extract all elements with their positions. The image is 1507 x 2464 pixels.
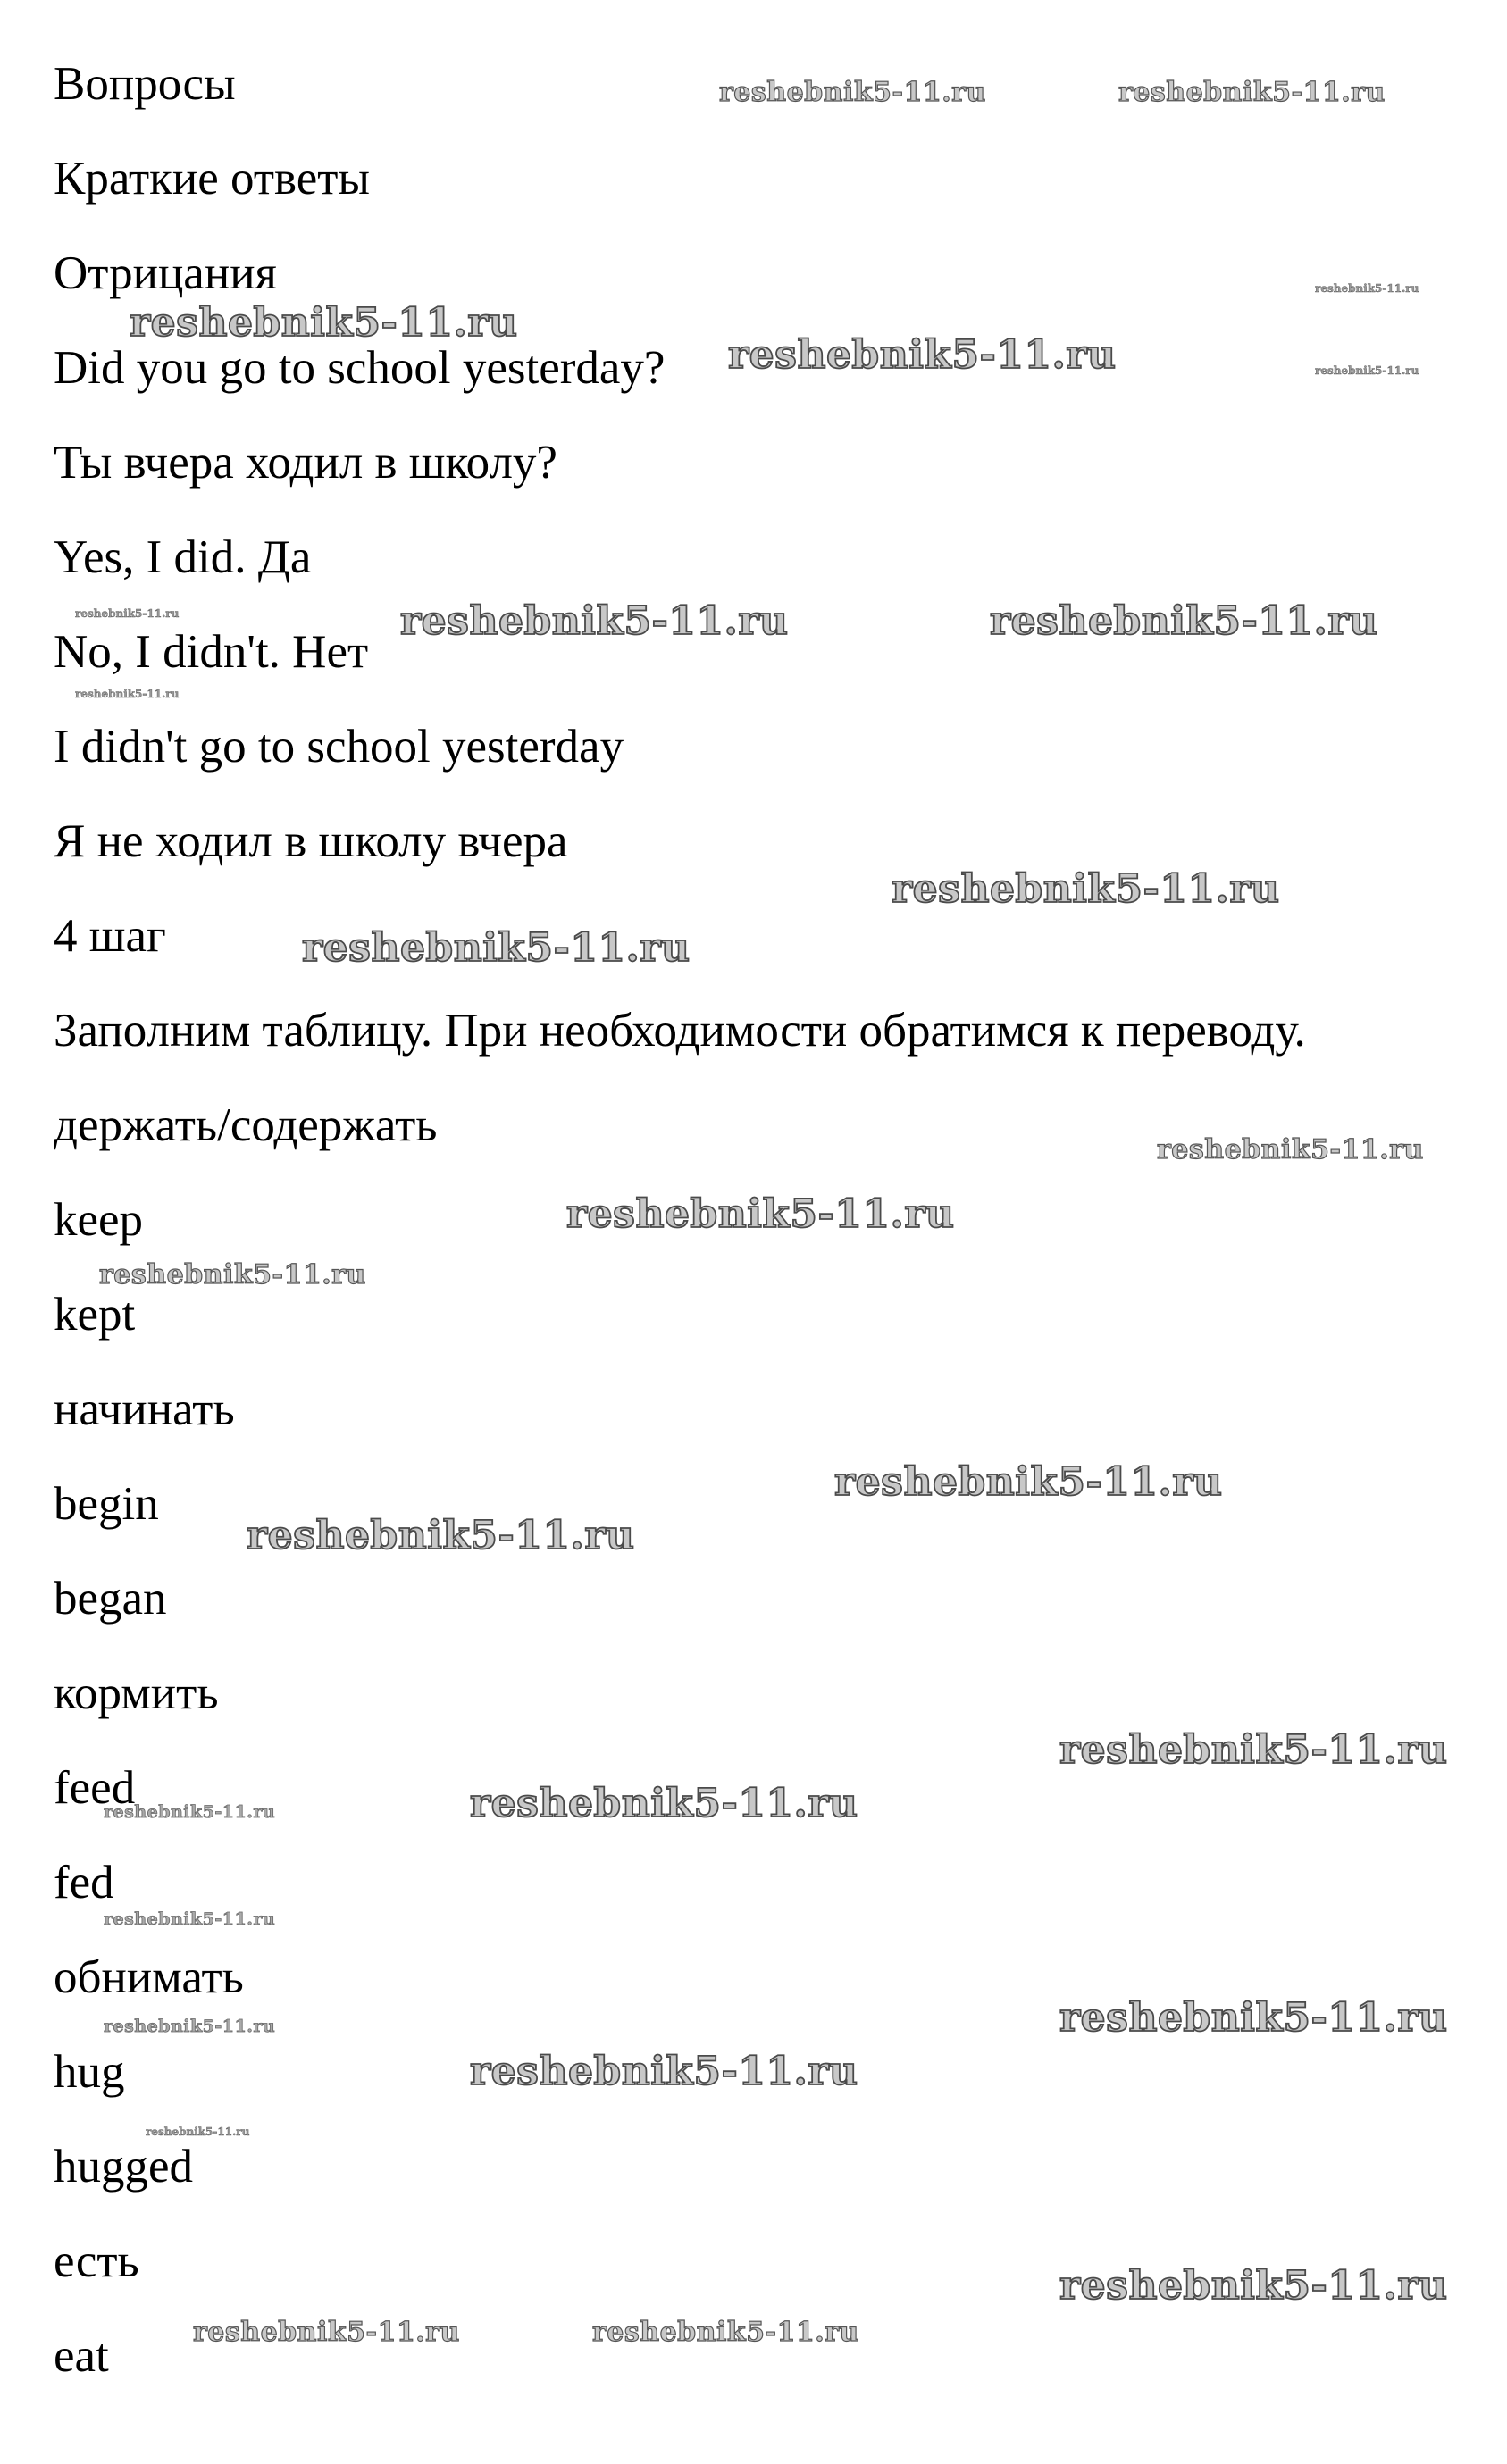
watermark: reshebnik5-11.ru [302,925,691,971]
watermark: reshebnik5-11.ru [104,2017,276,2036]
line-eat-translation: есть [54,2235,139,2287]
line-yes-answer: Yes, I did. Да [54,531,312,583]
line-negation-english: I didn't go to school yesterday [54,721,624,773]
watermark: reshebnik5-11.ru [892,866,1280,912]
line-negation-russian: Я не ходил в школу вчера [54,815,568,867]
watermark: reshebnik5-11.ru [146,2126,250,2138]
line-eat: eat [54,2330,109,2382]
watermark: reshebnik5-11.ru [75,607,180,620]
watermark: reshebnik5-11.ru [1157,1134,1424,1165]
line-feed: feed [54,1762,136,1814]
line-fed: fed [54,1857,114,1909]
watermark: reshebnik5-11.ru [1315,364,1419,377]
line-kept: kept [54,1289,136,1341]
line-hug: hug [54,2046,125,2098]
watermark: reshebnik5-11.ru [1059,1727,1448,1773]
watermark: reshebnik5-11.ru [1315,282,1419,295]
watermark: reshebnik5-11.ru [470,1781,858,1826]
line-short-answers: Краткие ответы [54,153,371,205]
line-begin-translation: начинать [54,1383,235,1435]
line-questions: Вопросы [54,58,236,110]
line-negations: Отрицания [54,247,277,299]
watermark: reshebnik5-11.ru [1059,2263,1448,2309]
watermark: reshebnik5-11.ru [193,2317,460,2348]
watermark: reshebnik5-11.ru [728,332,1117,378]
line-hugged: hugged [54,2141,194,2193]
line-hug-translation: обнимать [54,1951,244,2003]
watermark: reshebnik5-11.ru [104,1909,276,1929]
watermark: reshebnik5-11.ru [130,300,518,346]
watermark: reshebnik5-11.ru [400,598,789,644]
line-keep-translation: держать/содержать [54,1099,438,1151]
watermark: reshebnik5-11.ru [719,77,986,108]
line-began: began [54,1573,167,1625]
line-begin: begin [54,1478,159,1530]
watermark: reshebnik5-11.ru [75,688,180,700]
line-no-answer: No, I didn't. Нет [54,626,369,678]
watermark: reshebnik5-11.ru [566,1191,955,1237]
line-feed-translation: кормить [54,1667,219,1719]
watermark: reshebnik5-11.ru [1059,1995,1448,2041]
watermark: reshebnik5-11.ru [834,1459,1223,1505]
line-question-russian: Ты вчера ходил в школу? [54,437,557,489]
watermark: reshebnik5-11.ru [104,1802,276,1822]
line-step-4: 4 шаг [54,910,166,962]
watermark: reshebnik5-11.ru [990,598,1378,644]
watermark: reshebnik5-11.ru [592,2317,859,2348]
line-keep: keep [54,1194,144,1246]
watermark: reshebnik5-11.ru [470,2049,858,2094]
watermark: reshebnik5-11.ru [1118,77,1386,108]
watermark: reshebnik5-11.ru [99,1259,366,1290]
line-question-english: Did you go to school yesterday? [54,342,666,394]
line-instruction: Заполним таблицу. При необходимости обратимся к переводу. [54,1005,1306,1057]
watermark: reshebnik5-11.ru [247,1513,635,1558]
